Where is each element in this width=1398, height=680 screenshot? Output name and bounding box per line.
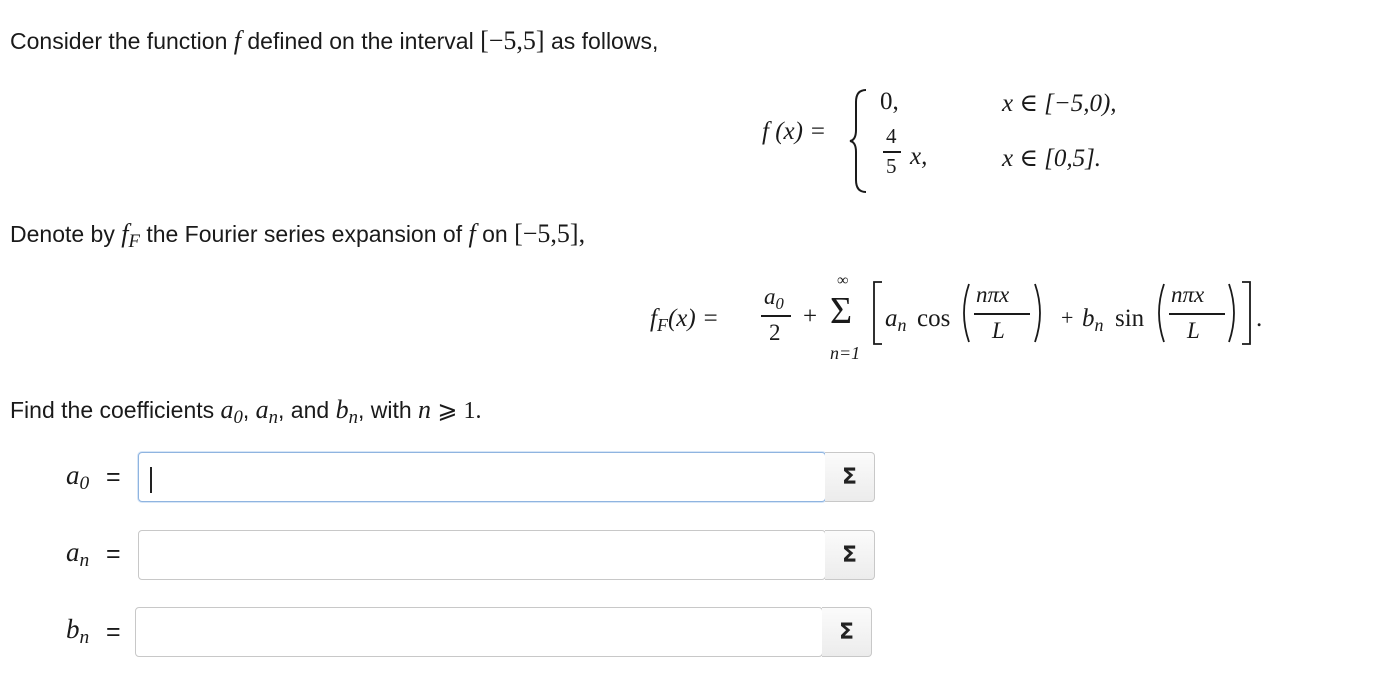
sum-lower-limit: n=1 [830,343,861,363]
sin-function: sin [1115,305,1145,332]
plus-sign-2: + [1061,305,1074,330]
intro-sentence [10,26,658,56]
equation-editor-button-an[interactable] [825,530,875,580]
find-bn-letter: b [335,395,349,424]
case2-numerator: 4 [886,124,897,148]
find-a0-letter: a [220,395,234,424]
answer-label-bn-letter: b [66,614,80,644]
intro-interval: [−5,5] [480,26,545,55]
case2-fraction-bar [883,151,901,153]
fourier-lhs-sub: F [656,315,668,336]
a0-num-sub: 0 [775,293,784,313]
answer-input-a0[interactable] [138,452,826,502]
cos-left-paren [957,282,971,344]
equation-editor-button-a0[interactable] [825,452,875,502]
sigma-icon: Σ [841,542,858,568]
answer-label-a0-letter: a [66,460,80,490]
right-square-bracket [1240,280,1254,346]
denote-mid: the Fourier series expansion of [146,221,463,247]
piecewise-lhs [762,118,826,146]
find-bn [335,395,358,429]
find-sep1: , [242,397,250,423]
denote-fn-subscript: F [128,231,140,253]
piecewise-lhs-text: f (x) = [762,118,827,145]
intro-suffix: as follows, [550,28,659,54]
an-letter: a [885,305,898,332]
find-prefix: Find the coefficients [10,397,215,423]
find-mid: , with [357,397,412,423]
sin-arg-numerator: nπx [1171,282,1205,307]
cos-arg-denominator: L [992,318,1005,343]
bn-letter: b [1082,305,1095,332]
sin-fraction-bar [1169,313,1225,315]
find-an-letter: a [255,395,269,424]
sin-right-paren [1227,282,1241,344]
case1-condition: x ∈ [−5,0), [1002,90,1117,117]
sin-arg-denominator: L [1187,318,1200,343]
find-condition: ⩾ 1. [437,398,482,424]
find-a0-sub: 0 [233,407,243,429]
answer-label-a0 [66,460,90,495]
answer-equals-an: = [106,540,121,568]
find-n: n [418,395,432,424]
sum-upper-limit: ∞ [837,272,849,289]
answer-label-bn [66,614,90,649]
cos-function: cos [917,305,951,332]
cos-fraction-bar [974,313,1030,315]
sum-symbol: Σ [830,290,853,332]
cos-arg-numerator: nπx [976,282,1010,307]
bn-term [1082,305,1104,336]
find-a0 [220,395,243,429]
case1-value: 0, [880,88,899,115]
answer-label-an [66,537,90,572]
answer-label-an-letter: a [66,537,80,567]
find-sep2: , and [278,397,330,423]
left-brace [848,86,870,196]
denote-interval: [−5,5], [514,219,586,248]
answer-equals-bn: = [106,618,121,646]
answer-input-bn[interactable] [135,607,823,657]
answer-label-an-sub: n [79,550,90,572]
a0-numerator [764,284,784,313]
fourier-lhs-fn: f [650,305,657,332]
formula-period: . [1256,305,1263,332]
sigma-icon: Σ [841,464,858,490]
denote-fourier-symbol [121,219,140,253]
a0-denominator: 2 [769,320,781,345]
find-sentence [10,395,482,429]
plus-sign-1: + [803,303,818,330]
cos-right-paren [1033,282,1047,344]
sin-left-paren [1152,282,1166,344]
intro-prefix: Consider the function [10,28,228,54]
denote-fn-letter: f [121,219,129,248]
a0-fraction-bar [761,315,791,317]
answer-label-a0-sub: 0 [79,473,90,495]
intro-mid: defined on the interval [247,28,474,54]
an-subscript: n [897,315,907,336]
answer-equals-a0: = [106,463,121,491]
equation-editor-button-bn[interactable] [822,607,872,657]
text-caret [150,467,152,493]
an-term [885,305,907,336]
answer-input-an[interactable] [138,530,826,580]
find-an [255,395,279,429]
a0-num-letter: a [764,284,776,309]
sigma-icon: Σ [838,619,855,645]
find-an-sub: n [268,407,279,429]
answer-label-bn-sub: n [79,627,90,649]
denote-prefix: Denote by [10,221,115,247]
denote-sentence [10,219,586,253]
intro-function-symbol: f [233,26,241,55]
denote-on: on [482,221,508,247]
case2-denominator: 5 [886,154,897,178]
left-square-bracket [870,280,884,346]
case2-condition: x ∈ [0,5]. [1002,145,1102,172]
bn-subscript: n [1094,315,1104,336]
case2-variable: x, [910,143,928,170]
find-bn-sub: n [348,407,358,429]
fourier-lhs-arg: (x) = [667,305,719,332]
fourier-lhs [650,305,719,336]
denote-function-symbol: f [468,219,476,248]
